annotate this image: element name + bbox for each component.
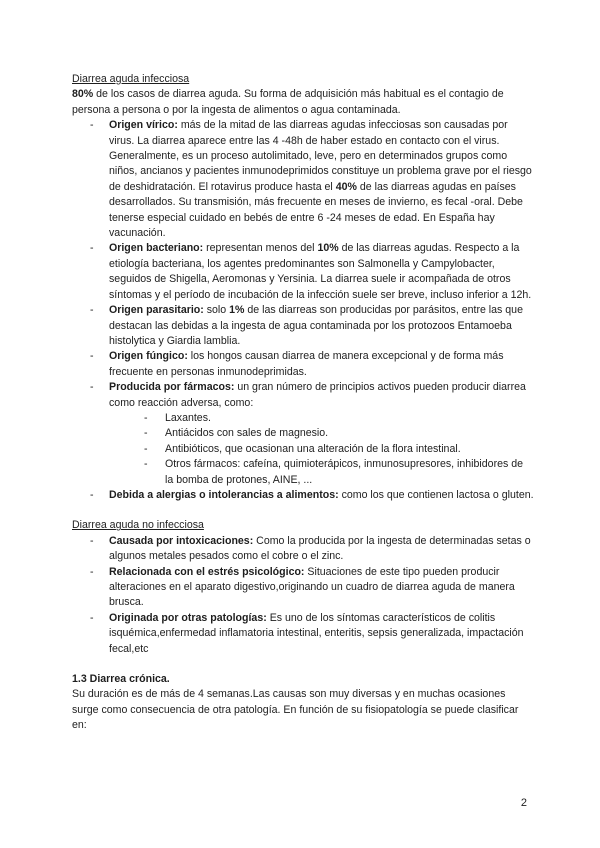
list-item-origen-parasitario: - Origen parasitario: solo 1% de las diarreas son producidas por parásitos, entre las que destacan las debidas a la ingesta de agua contaminada por los protozoos Entamoeba histolytica y Giardia lamblia. [90,304,523,347]
list-item-estres: - Relacionada con el estrés psicológico: Situaciones de este tipo pueden producir alteraciones en el aparato digestivo,originando un cuadro de diarrea aguda de manera brusca. [90,565,515,609]
sublist-item: - Laxantes. [109,411,534,426]
sublist-item: - Otros fármacos: cafeína, quimioterápicos, inmunosupresores, inhibidores de la bomba de protones, AINE, ... [144,458,524,486]
list-item-alergias: - Debida a alergias o intolerancias a alimentos: como los que contienen lactosa o gluten. [72,488,534,503]
item-title: Origen vírico: [109,119,178,132]
sublist-item: - Antibióticos, que ocasionan una alteración de la flora intestinal. [109,442,534,457]
item-title: Causada por intoxicaciones: [109,534,254,547]
list-item-intoxicaciones: - Causada por intoxicaciones: Como la producida por la ingesta de determinadas setas o algunos metales pesados como el cobre o el zinc. [90,534,531,563]
item-title: Relacionada con el estrés psicológico: [109,565,305,578]
list-item-origen-virico: - Origen vírico: más de la mitad de las diarreas agudas infecciosas son causadas por virus. La diarrea aparece entre las 4 -48h de haber estado en contacto con el virus. Generalmente, es un proceso autolimitado, leve, pero en determinados grupos como niños, ancianos y pacientes inmunodeprimidos constituye un problema grave por el riesgo de deshidratación. El rotavirus produce hasta el 40% de las diarreas agudas en países desarrollados. Su transmisión, más frecuente en meses de invierno, es fecal -oral. Debe tenerse especial cuidado en bebés de entre 6 -24 meses de edad. En España hay vacunación. [90,119,532,240]
bullet-dash: - [90,242,94,255]
item-title: Debida a alergias o intolerancias a alimentos: [109,488,339,501]
bullet-dash: - [90,488,94,501]
farmacos-sublist [109,411,534,488]
item-title: Origen fúngico: [109,350,188,363]
no-infecciosa-list [72,534,534,657]
bullet-dash: - [90,350,94,363]
item-title: Producida por fármacos: [109,381,235,394]
bullet-dash: - [144,442,148,455]
bullet-dash: - [90,119,94,132]
section-heading-no-infecciosa: Diarrea aguda no infecciosa [72,519,204,532]
list-item-origen-fungico: - Origen fúngico: los hongos causan diarrea de manera excepcional y de forma más frecuente en personas inmunodeprimidas. [90,350,504,378]
document-page [72,72,534,734]
sublist-item: - Antiácidos con sales de magnesio. [109,426,534,441]
bullet-dash: - [90,565,94,578]
list-item-farmacos: - Producida por fármacos: un gran número de principios activos pueden producir diarrea como reacción adversa, como: - Laxantes. - Antiácidos con sales de magnesio. - Antibióticos, que ocasionan una alteración de la flora intestinal. - Otros fármacos: cafeína, quimioterápicos, inmunosupresores, inhibidores de la bomba de protones, AINE, ... [72,380,534,488]
bullet-dash: - [144,458,148,471]
spacer [72,503,534,518]
bullet-dash: - [144,427,148,440]
bullet-dash: - [90,534,94,547]
infecciosa-list [72,118,534,503]
bullet-dash: - [144,411,148,424]
intro-paragraph: 80% de los casos de diarrea aguda. Su forma de adquisición más habitual es el contagio de persona a persona o por la ingesta de alimentos o agua contaminada. [72,88,504,116]
list-item-otras-patologias: - Originada por otras patologías: Es uno de los síntomas característicos de colitis isquémica,enfermedad inflamatoria intestinal, enteritis, sepsis generalizada, impactación fecal,etc [90,611,524,655]
bullet-dash: - [90,611,94,624]
spacer [72,657,534,672]
item-title: Origen parasitario: [109,304,204,317]
page-number: 2 [520,797,527,809]
section-heading-cronica: 1.3 Diarrea crónica. [72,673,170,686]
item-title: Originada por otras patologías: [109,611,267,624]
bullet-dash: - [90,381,94,394]
list-item-origen-bacteriano: - Origen bacteriano: representan menos del 10% de las diarreas agudas. Respecto a la etiología bacteriana, los agentes predominantes son Salmonella y Campylobacter, seguidos de Shigella, Aeromonas y Yersinia. La diarrea suele ir acompañada de otros síntomas y el período de incubación de la infección suele ser breve, incluso inferior a 12h. [90,242,532,301]
item-title: Origen bacteriano: [109,242,204,255]
bullet-dash: - [90,304,94,317]
cronica-paragraph: Su duración es de más de 4 semanas.Las causas son muy diversas y en muchas ocasiones surge como consecuencia de otra patología. En función de su fisiopatología se puede clasificar en: [72,688,519,732]
section-heading-infecciosa: Diarrea aguda infecciosa [72,73,190,85]
